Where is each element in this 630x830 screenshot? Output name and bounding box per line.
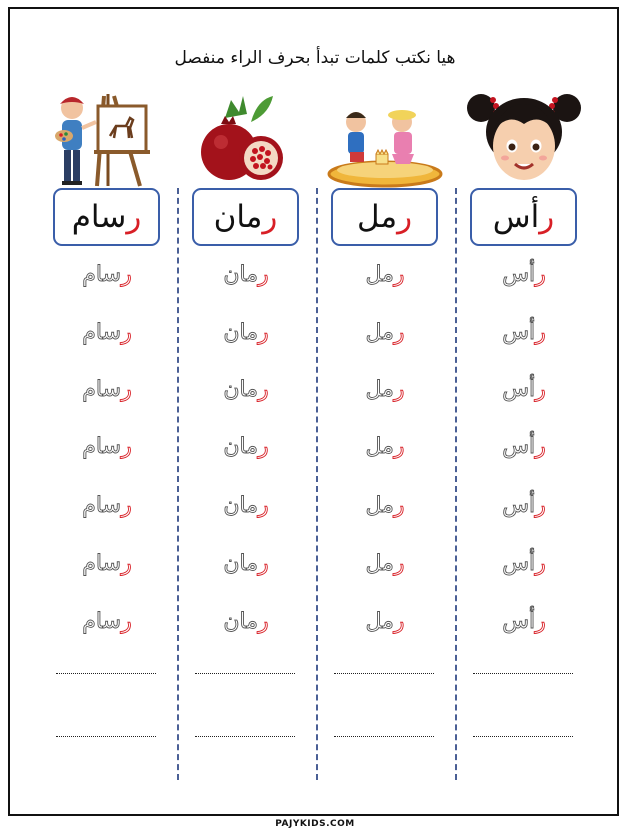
trace-first-letter: ر: [121, 493, 132, 518]
trace-first-letter: ر: [535, 434, 546, 459]
word-card: [192, 188, 299, 246]
trace-word: [181, 609, 311, 634]
trace-word-rest: سام: [82, 551, 122, 576]
trace-word: [320, 377, 450, 402]
word-rest: مل: [356, 199, 398, 235]
first-letter: ر: [397, 199, 413, 235]
trace-first-letter: ر: [535, 320, 546, 345]
trace-word-rest: مان: [223, 377, 259, 402]
trace-word: [42, 551, 172, 576]
footer-text: PAJYKIDS.COM: [269, 819, 361, 829]
writing-line[interactable]: [473, 673, 573, 674]
trace-word: [459, 320, 589, 345]
trace-first-letter: ر: [121, 434, 132, 459]
first-letter: ر: [126, 199, 142, 235]
writing-line[interactable]: [473, 736, 573, 737]
trace-word-rest: سام: [82, 434, 122, 459]
column-divider: [177, 188, 179, 780]
trace-first-letter: ر: [535, 551, 546, 576]
trace-word-rest: سام: [82, 262, 122, 287]
trace-word: [320, 320, 450, 345]
trace-first-letter: ر: [535, 377, 546, 402]
first-letter: ر: [539, 199, 555, 235]
painter-boy-icon: [42, 88, 172, 188]
trace-first-letter: ر: [393, 493, 405, 518]
trace-word: [181, 377, 311, 402]
trace-word: [320, 493, 450, 518]
trace-word: [42, 434, 172, 459]
trace-word: [320, 434, 450, 459]
writing-line[interactable]: [56, 673, 156, 674]
trace-word-rest: مان: [223, 493, 259, 518]
trace-word-rest: أس: [502, 609, 536, 634]
word-card: [331, 188, 438, 246]
trace-word-rest: مان: [223, 551, 259, 576]
trace-word-rest: مل: [365, 434, 394, 459]
word-card: [53, 188, 160, 246]
trace-first-letter: ر: [535, 262, 546, 287]
trace-first-letter: ر: [393, 320, 405, 345]
column-divider: [316, 188, 318, 780]
trace-word-rest: سام: [82, 609, 122, 634]
trace-word-rest: مل: [365, 551, 394, 576]
writing-line[interactable]: [334, 736, 434, 737]
trace-word-rest: سام: [82, 377, 122, 402]
trace-word: [181, 320, 311, 345]
trace-word: [320, 551, 450, 576]
writing-line[interactable]: [195, 736, 295, 737]
trace-word-rest: مل: [365, 262, 394, 287]
trace-first-letter: ر: [121, 320, 132, 345]
trace-first-letter: ر: [258, 493, 269, 518]
trace-word-rest: أس: [502, 377, 536, 402]
word-rest: سام: [71, 199, 127, 235]
trace-first-letter: ر: [121, 551, 132, 576]
writing-line[interactable]: [195, 673, 295, 674]
writing-line[interactable]: [334, 673, 434, 674]
trace-word: [42, 320, 172, 345]
trace-word: [42, 609, 172, 634]
trace-first-letter: ر: [393, 377, 405, 402]
trace-first-letter: ر: [121, 377, 132, 402]
trace-word-rest: أس: [502, 551, 536, 576]
trace-first-letter: ر: [258, 609, 269, 634]
trace-first-letter: ر: [535, 609, 546, 634]
trace-word: [181, 434, 311, 459]
trace-first-letter: ر: [258, 377, 269, 402]
girl-head-icon: [459, 88, 589, 188]
trace-word: [459, 377, 589, 402]
trace-word-rest: مان: [223, 609, 259, 634]
trace-first-letter: ر: [258, 551, 269, 576]
trace-word: [459, 434, 589, 459]
trace-word: [320, 262, 450, 287]
trace-first-letter: ر: [393, 434, 405, 459]
trace-word: [320, 609, 450, 634]
trace-first-letter: ر: [393, 609, 405, 634]
trace-first-letter: ر: [258, 434, 269, 459]
trace-word-rest: مان: [223, 434, 259, 459]
column-divider: [455, 188, 457, 780]
trace-word-rest: مل: [365, 377, 394, 402]
trace-word: [42, 262, 172, 287]
word-column-rassam: [42, 0, 172, 828]
trace-word-rest: مل: [365, 609, 394, 634]
word-rest: أس: [492, 199, 540, 235]
trace-word-rest: مان: [223, 320, 259, 345]
trace-first-letter: ر: [535, 493, 546, 518]
word-rest: مان: [213, 199, 263, 235]
trace-word: [459, 551, 589, 576]
trace-word-rest: أس: [502, 262, 536, 287]
sandbox-kids-icon: [320, 88, 450, 188]
trace-word: [459, 262, 589, 287]
writing-line[interactable]: [56, 736, 156, 737]
first-letter: ر: [262, 199, 278, 235]
trace-word: [181, 551, 311, 576]
word-column-ras: [459, 0, 589, 828]
trace-word-rest: مل: [365, 493, 394, 518]
trace-word: [42, 493, 172, 518]
word-column-rumman: [181, 0, 311, 828]
trace-word-rest: سام: [82, 493, 122, 518]
trace-word: [181, 493, 311, 518]
page-title: هيا نكتب كلمات تبدأ بحرف الراء منفصل: [174, 48, 456, 68]
trace-word-rest: أس: [502, 493, 536, 518]
trace-first-letter: ر: [121, 262, 132, 287]
trace-first-letter: ر: [393, 262, 405, 287]
trace-first-letter: ر: [258, 320, 269, 345]
word-column-raml: [320, 0, 450, 828]
trace-word-rest: سام: [82, 320, 122, 345]
trace-word: [459, 609, 589, 634]
word-card: [470, 188, 577, 246]
pomegranate-icon: [181, 88, 311, 188]
trace-word: [459, 493, 589, 518]
trace-word: [42, 377, 172, 402]
trace-word-rest: مان: [223, 262, 259, 287]
trace-word-rest: أس: [502, 320, 536, 345]
trace-word-rest: أس: [502, 434, 536, 459]
footer-credit: [0, 811, 630, 830]
trace-word-rest: مل: [365, 320, 394, 345]
trace-first-letter: ر: [393, 551, 405, 576]
trace-word: [181, 262, 311, 287]
trace-first-letter: ر: [121, 609, 132, 634]
trace-first-letter: ر: [258, 262, 269, 287]
